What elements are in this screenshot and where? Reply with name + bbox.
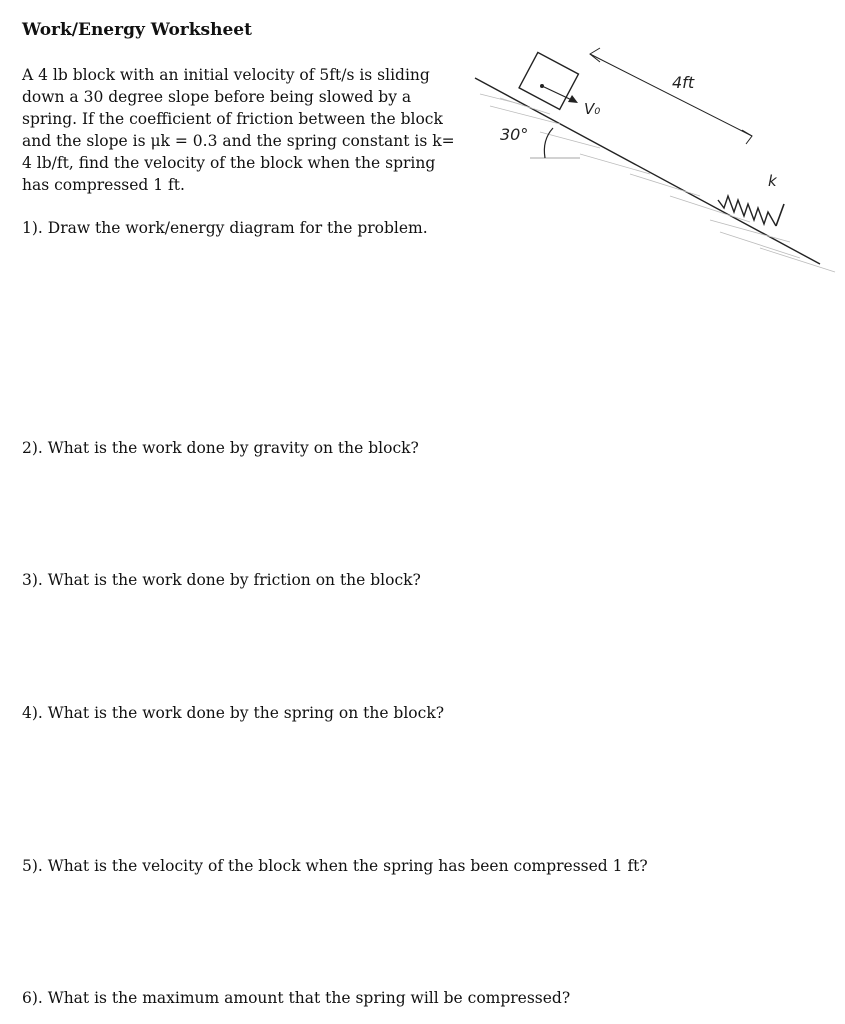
problem-line: spring. If the coefficient of friction between the block [22, 110, 443, 128]
problem-line: 4 lb/ft, find the velocity of the block when the spring [22, 154, 436, 172]
spring-wall [776, 204, 784, 226]
problem-line: has compressed 1 ft. [22, 176, 185, 194]
distance-label: 4ft [672, 73, 695, 92]
problem-line: down a 30 degree slope before being slowed by a [22, 88, 412, 106]
worksheet-title: Work/Energy Worksheet [22, 20, 252, 40]
question-3: 3). What is the work done by friction on the block? [22, 571, 421, 589]
question-2: 2). What is the work done by gravity on the block? [22, 439, 419, 457]
question-6: 6). What is the maximum amount that the spring will be compressed? [22, 989, 571, 1007]
distance-dimension-line [590, 54, 752, 136]
spring [718, 196, 776, 226]
angle-label: 30° [500, 125, 529, 144]
angle-arc [544, 128, 553, 158]
problem-line: and the slope is μk = 0.3 and the spring constant is k= [22, 132, 455, 150]
ground-hatching [480, 94, 835, 272]
distance-arrow-start [590, 48, 600, 62]
velocity-label: V₀ [584, 100, 601, 118]
problem-line: A 4 lb block with an initial velocity of 5ft/s is sliding [22, 66, 430, 84]
incline-diagram [460, 36, 840, 286]
spring-label: k [768, 172, 777, 190]
question-4: 4). What is the work done by the spring on the block? [22, 704, 445, 722]
problem-statement [22, 64, 462, 196]
question-5: 5). What is the velocity of the block when the spring has been compressed 1 ft? [22, 857, 648, 875]
question-1: 1). Draw the work/energy diagram for the problem. [22, 219, 428, 237]
